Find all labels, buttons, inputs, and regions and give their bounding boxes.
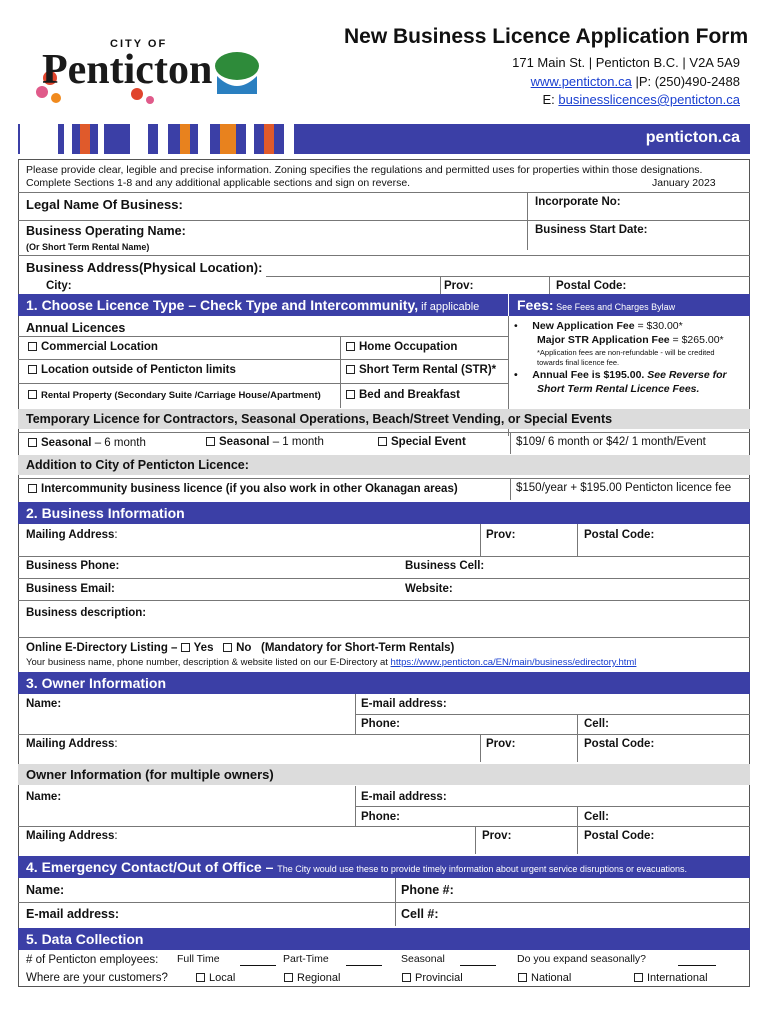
operating-name-label[interactable]: Business Operating Name: bbox=[26, 224, 186, 238]
checkbox-icon[interactable] bbox=[181, 643, 190, 652]
temp-header: Temporary Licence for Contractors, Seasonal Operations, Beach/Street Vending, or Special Events bbox=[18, 409, 750, 429]
checkbox-icon[interactable] bbox=[346, 342, 355, 351]
fees-header bbox=[509, 294, 750, 316]
ec-email-label[interactable]: E-mail address: bbox=[26, 907, 120, 921]
phone-text: |P: (250)490-2488 bbox=[635, 74, 740, 89]
commercial-option[interactable]: Commercial Location bbox=[28, 341, 158, 353]
edir-line: Online E-Directory Listing – Yes No (Mandatory for Short-Term Rentals) bbox=[26, 642, 455, 654]
home-option[interactable]: Home Occupation bbox=[346, 341, 457, 353]
website-link[interactable]: www.penticton.ca bbox=[530, 74, 632, 89]
owner-email-label[interactable]: E-mail address: bbox=[361, 698, 447, 710]
checkbox-icon[interactable] bbox=[378, 437, 387, 446]
mailing-label[interactable]: Mailing Address: bbox=[26, 529, 118, 541]
bnb-option[interactable]: Bed and Breakfast bbox=[346, 389, 460, 401]
seasonal-label: Seasonal bbox=[401, 953, 445, 965]
stripes bbox=[20, 124, 320, 154]
address: 171 Main St. | Penticton B.C. | V2A 5A9 bbox=[512, 55, 740, 70]
outside-option[interactable]: Location outside of Penticton limits bbox=[28, 364, 236, 376]
multi-email-label[interactable]: E-mail address: bbox=[361, 791, 447, 803]
checkbox-icon[interactable] bbox=[634, 973, 643, 982]
fee-annual-2: Short Term Rental Licence Fees. bbox=[537, 383, 700, 395]
incorporate-label[interactable]: Incorporate No: bbox=[535, 196, 621, 208]
checkbox-icon[interactable] bbox=[518, 973, 527, 982]
multi-mailing-label[interactable]: Mailing Address: bbox=[26, 830, 118, 842]
start-date-label[interactable]: Business Start Date: bbox=[535, 224, 648, 236]
rental-option[interactable]: Rental Property (Secondary Suite /Carriage House/Apartment) bbox=[28, 390, 321, 401]
str-name-label: (Or Short Term Rental Name) bbox=[26, 242, 150, 252]
checkbox-icon[interactable] bbox=[284, 973, 293, 982]
addition-header: Addition to City of Penticton Licence: bbox=[18, 455, 750, 475]
bar-url: penticton.ca bbox=[645, 129, 740, 146]
postal-label[interactable]: Postal Code: bbox=[556, 280, 627, 292]
city-label[interactable]: City: bbox=[46, 280, 72, 292]
multi-owner-header: Owner Information (for multiple owners) bbox=[18, 764, 750, 785]
intro-date: January 2023 bbox=[652, 177, 716, 189]
section-4-header bbox=[18, 856, 750, 878]
section-1-header bbox=[18, 294, 508, 316]
legal-name-label[interactable]: Legal Name Of Business: bbox=[26, 197, 183, 212]
checkbox-icon[interactable] bbox=[28, 390, 37, 399]
edir-link[interactable]: https://www.penticton.ca/EN/main/business/edirectory.html bbox=[390, 657, 637, 668]
seasonal1-option[interactable]: Seasonal – 1 month bbox=[206, 436, 324, 448]
ec-name-label[interactable]: Name: bbox=[26, 883, 65, 897]
seasonal6-option[interactable]: Seasonal – 6 month bbox=[28, 437, 146, 449]
fee-note2: towards final licence fee. bbox=[537, 358, 620, 367]
page-title: New Business Licence Application Form bbox=[344, 25, 749, 48]
annual-label: Annual Licences bbox=[26, 321, 126, 335]
checkbox-icon[interactable] bbox=[223, 643, 232, 652]
section-3-header: 3. Owner Information bbox=[18, 672, 750, 694]
logo-wordmark: Penticton bbox=[42, 47, 213, 93]
multi-cell-label[interactable]: Cell: bbox=[584, 811, 609, 823]
fees-sub: See Fees and Charges Bylaw bbox=[553, 302, 676, 312]
checkbox-icon[interactable] bbox=[28, 365, 37, 374]
regional-option[interactable]: Regional bbox=[284, 972, 340, 984]
biz-cell-label[interactable]: Business Cell: bbox=[405, 560, 485, 572]
multi-name-label[interactable]: Name: bbox=[26, 791, 62, 803]
section-1-sub: if applicable bbox=[418, 301, 480, 313]
customers-label: Where are your customers? bbox=[26, 972, 168, 984]
expand-label: Do you expand seasonally? bbox=[517, 953, 647, 965]
temp-fee: $109/ 6 month or $42/ 1 month/Event bbox=[516, 436, 706, 448]
inter-option[interactable]: Intercommunity business licence (if you also work in other Okanagan areas) bbox=[28, 483, 458, 495]
desc-label[interactable]: Business description: bbox=[26, 607, 147, 619]
ec-phone-label[interactable]: Phone #: bbox=[401, 883, 454, 897]
fee-note1: *Application fees are non-refundable - will be credited bbox=[537, 348, 715, 357]
special-option[interactable]: Special Event bbox=[378, 436, 466, 448]
intro-line2: Complete Sections 1-8 and any additional applicable sections and sign on reverse. bbox=[26, 177, 411, 189]
multi-postal-label[interactable]: Postal Code: bbox=[584, 830, 655, 842]
inter-fee: $150/year + $195.00 Penticton licence fee bbox=[516, 482, 732, 494]
section-4-sub: The City would use these to provide timely information about urgent service disruptions or evacuations. bbox=[277, 864, 687, 874]
str-option[interactable]: Short Term Rental (STR)* bbox=[346, 364, 496, 376]
owner-cell-label[interactable]: Cell: bbox=[584, 718, 609, 730]
edir-note: Your business name, phone number, description & website listed on our E-Directory at https://www.penticton.ca/EN/main/business/edirectory.html bbox=[26, 657, 637, 668]
owner-phone-label[interactable]: Phone: bbox=[361, 718, 400, 730]
fee-annual: • Annual Fee is $195.00. See Reverse for bbox=[514, 369, 727, 381]
provincial-option[interactable]: Provincial bbox=[402, 972, 463, 984]
checkbox-icon[interactable] bbox=[28, 484, 37, 493]
logo-city-of: CITY OF bbox=[110, 38, 168, 50]
checkbox-icon[interactable] bbox=[196, 973, 205, 982]
website-label[interactable]: Website: bbox=[405, 583, 453, 595]
biz-email-label[interactable]: Business Email: bbox=[26, 583, 115, 595]
s2-postal-label[interactable]: Postal Code: bbox=[584, 529, 655, 541]
fee-new: • New Application Fee = $30.00* bbox=[514, 320, 683, 332]
owner-postal-label[interactable]: Postal Code: bbox=[584, 738, 655, 750]
fees-title: Fees: bbox=[517, 297, 554, 313]
local-option[interactable]: Local bbox=[196, 972, 235, 984]
section-1-title: 1. Choose Licence Type – Check Type and Intercommunity, bbox=[26, 297, 419, 313]
biz-phone-label[interactable]: Business Phone: bbox=[26, 560, 120, 572]
contact-line bbox=[531, 74, 740, 89]
email-link[interactable]: businesslicences@penticton.ca bbox=[558, 92, 740, 107]
section-2-header: 2. Business Information bbox=[18, 502, 750, 524]
national-option[interactable]: National bbox=[518, 972, 571, 984]
owner-mailing-label[interactable]: Mailing Address: bbox=[26, 738, 118, 750]
full-time-label: Full Time bbox=[177, 953, 220, 965]
international-option[interactable]: International bbox=[634, 972, 708, 984]
checkbox-icon[interactable] bbox=[402, 973, 411, 982]
s2-prov-label[interactable]: Prov: bbox=[486, 529, 516, 541]
checkbox-icon[interactable] bbox=[346, 390, 355, 399]
checkbox-icon[interactable] bbox=[206, 437, 215, 446]
email-line bbox=[543, 92, 741, 107]
prov-label[interactable]: Prov: bbox=[444, 280, 474, 292]
email-label: E: bbox=[542, 92, 555, 107]
multi-prov-label[interactable]: Prov: bbox=[482, 830, 512, 842]
employees-label: # of Penticton employees: bbox=[26, 954, 159, 966]
checkbox-icon[interactable] bbox=[346, 365, 355, 374]
checkbox-icon[interactable] bbox=[28, 342, 37, 351]
owner-prov-label[interactable]: Prov: bbox=[486, 738, 516, 750]
checkbox-icon[interactable] bbox=[28, 438, 37, 447]
part-time-label: Part-Time bbox=[283, 953, 329, 965]
fee-str: Major STR Application Fee = $265.00* bbox=[537, 334, 724, 346]
ec-cell-label[interactable]: Cell #: bbox=[401, 907, 439, 921]
multi-phone-label[interactable]: Phone: bbox=[361, 811, 400, 823]
owner-name-label[interactable]: Name: bbox=[26, 698, 62, 710]
section-4-title: 4. Emergency Contact/Out of Office – bbox=[26, 859, 278, 875]
address-label[interactable]: Business Address(Physical Location): bbox=[26, 260, 263, 275]
section-5-header: 5. Data Collection bbox=[18, 928, 750, 950]
intro-line1: Please provide clear, legible and precise information. Zoning specifies the regulations and permitted uses for properties within those designations. bbox=[26, 164, 703, 176]
